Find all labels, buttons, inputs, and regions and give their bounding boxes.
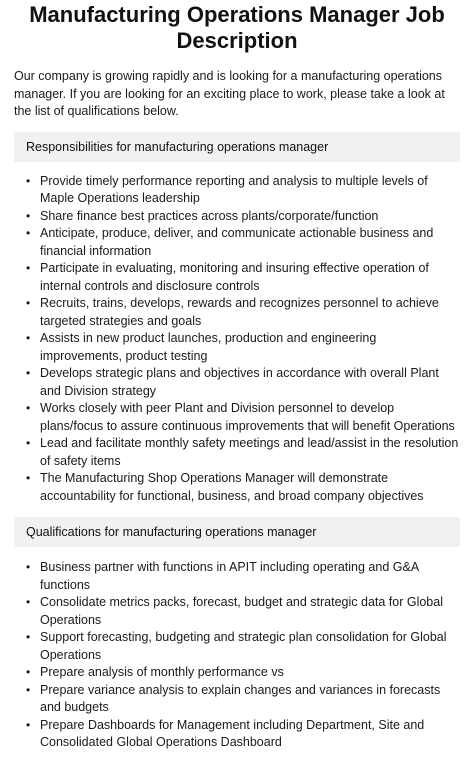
bullet-icon: • [26,471,31,485]
list-item: • Support forecasting, budgeting and strategic plan consolidation for Global Operations [26,630,447,662]
bullet-icon: • [26,226,31,240]
list-item: • Assists in new product launches, production and engineering improvements, product testing [26,331,377,363]
intro-paragraph: Our company is growing rapidly and is looking for a manufacturing operations manager. If you are looking for an exciting place to work, please take a look at the list of qualifications below. [14,69,445,118]
bullet-icon: • [26,560,31,574]
responsibilities-heading: Responsibilities for manufacturing operations manager [14,132,460,162]
bullet-icon: • [26,296,31,310]
bullet-icon: • [26,401,31,415]
page-title: Manufacturing Operations Manager Job Description [29,2,445,53]
bullet-icon: • [26,630,31,644]
bullet-icon: • [26,665,31,679]
list-item: • Prepare variance analysis to explain changes and variances in forecasts and budgets [26,682,441,714]
bullet-icon: • [26,261,31,275]
bullet-icon: • [26,717,31,732]
list-item: • Lead and facilitate monthly safety meetings and lead/assist in the resolution of safety items [26,436,459,468]
list-item: • Business partner with functions in APIT including operating and G&A functions [26,560,419,592]
list-item: • Consolidate metrics packs, forecast, budget and strategic data for Global Operations [26,595,443,627]
qualifications-heading: Qualifications for manufacturing operations manager [14,517,460,547]
qualifications-list [14,559,460,752]
list-item: • Prepare Dashboards for Management including Department, Site and Consolidated Global Operations Dashboard [26,717,425,749]
list-item: • Share finance best practices across plants/corporate/function [14,208,460,226]
list-item: • The Manufacturing Shop Operations Manager will demonstrate accountability for functional, business, and broad company objectives [26,471,424,503]
bullet-icon: • [26,682,31,697]
bullet-icon: • [26,173,31,188]
list-item: • Recruits, trains, develops, rewards and recognizes personnel to achieve targeted strategies and goals [26,296,439,328]
responsibilities-list [14,173,460,506]
list-item: • Works closely with peer Plant and Division personnel to develop plans/focus to assure continuous improvements that will benefit Operations [26,401,455,433]
list-item: • Develops strategic plans and objectives in accordance with overall Plant and Division strategy [26,366,439,398]
bullet-icon: • [26,595,31,609]
bullet-icon: • [26,366,31,380]
list-item: • Provide timely performance reporting and analysis to multiple levels of Maple Operations leadership [26,173,428,205]
list-item: • Anticipate, produce, deliver, and communicate actionable business and financial information [26,226,434,258]
list-item: • Prepare analysis of monthly performance vs [14,664,460,682]
bullet-icon: • [26,331,31,345]
bullet-icon: • [26,208,31,223]
list-item: • Participate in evaluating, monitoring and insuring effective operation of internal controls and disclosure controls [26,261,429,293]
bullet-icon: • [26,436,31,450]
